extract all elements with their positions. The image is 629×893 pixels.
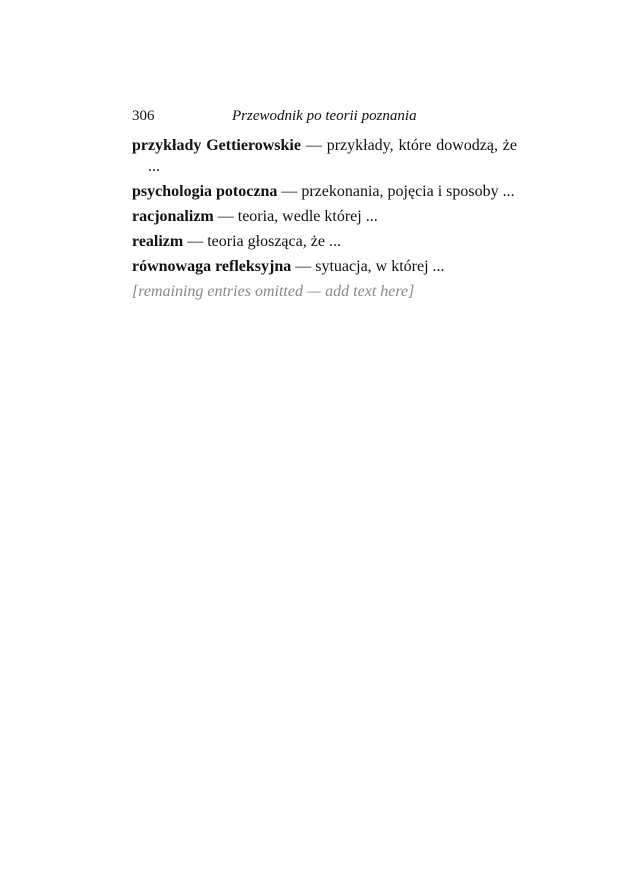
glossary-term: psychologia potoczna (132, 183, 278, 200)
page-number: 306 (132, 108, 155, 124)
glossary-term: przykłady Gettierowskie (132, 137, 301, 154)
page (132, 108, 517, 306)
glossary-entry (132, 181, 517, 202)
running-header (132, 108, 517, 125)
glossary-entry (132, 206, 517, 227)
glossary-term: racjonalizm (132, 208, 214, 225)
glossary-entry (132, 256, 517, 277)
placeholder-note: [remaining entries omitted — add text here] (132, 283, 415, 300)
glossary-definition: — teoria, wedle której ... (217, 208, 378, 225)
glossary-definition: — przekonania, pojęcia i sposoby ... (281, 183, 515, 200)
glossary-definition: — sytuacja, w której ... (295, 258, 445, 275)
glossary-term: równowaga refleksyjna (132, 258, 292, 275)
running-title: Przewodnik po teorii poznania (232, 108, 417, 124)
glossary-term: realizm (132, 233, 184, 250)
glossary-definition: — teoria głosząca, że ... (187, 233, 341, 250)
glossary-entry (132, 231, 517, 252)
glossary-entry (132, 135, 517, 177)
glossary-definition: — przykłady, które dowodzą, że ... (148, 137, 518, 175)
